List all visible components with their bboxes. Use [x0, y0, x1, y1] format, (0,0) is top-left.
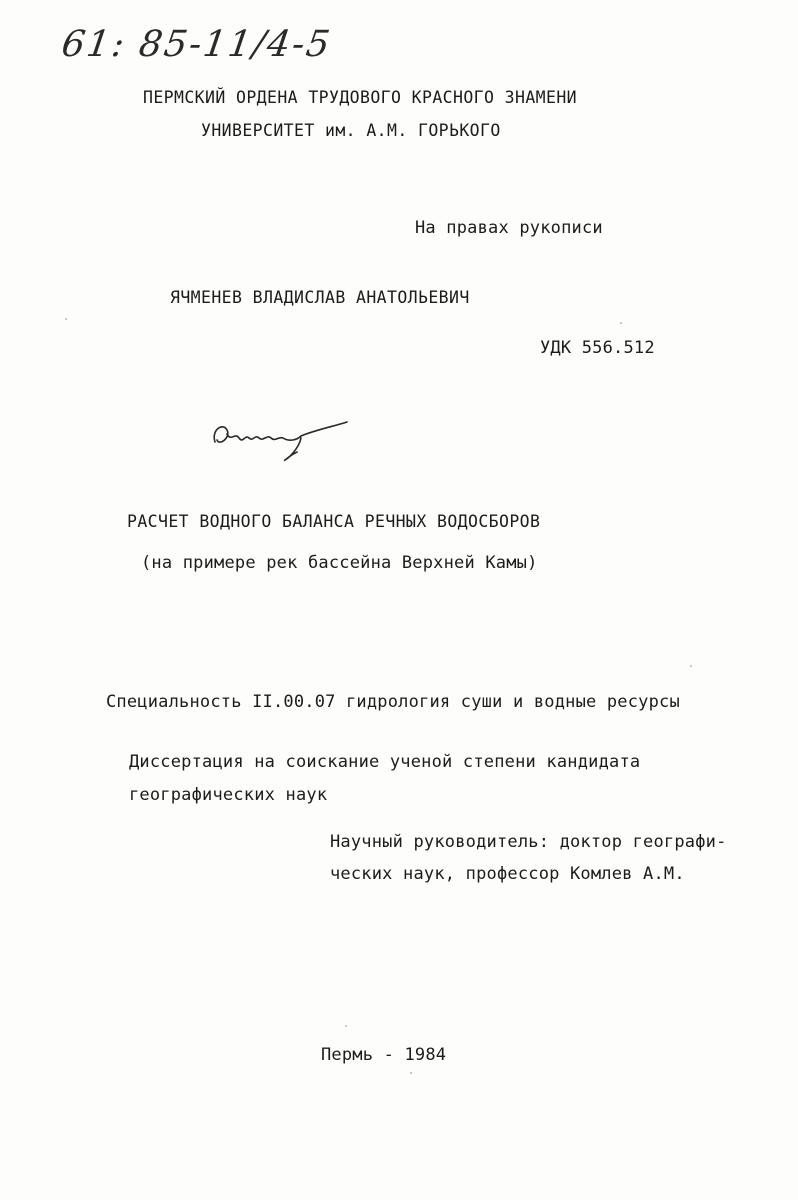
supervisor-line-2: ческих наук, профессор Комлев А.М.: [330, 864, 685, 884]
paper-speck: [65, 318, 67, 320]
supervisor-line-1: Научный руководитель: доктор географи-: [330, 832, 727, 852]
author-name: ЯЧМЕНЕВ ВЛАДИСЛАВ АНАТОЛЬЕВИЧ: [170, 288, 470, 307]
dissertation-line-2: географических наук: [129, 785, 328, 805]
title-subtitle: (на примере рек бассейна Верхней Камы): [141, 553, 538, 573]
paper-speck: [620, 322, 622, 324]
dissertation-line-1: Диссертация на соискание ученой степени кандидата: [129, 752, 641, 772]
institution-line-2: УНИВЕРСИТЕТ им. А.М. ГОРЬКОГО: [201, 121, 501, 140]
specialty: Специальность II.00.07 гидрология суши и водные ресурсы: [106, 692, 680, 712]
paper-speck: [690, 665, 692, 667]
paper-speck: [410, 1072, 412, 1074]
author-signature: [205, 412, 355, 467]
udc-code: УДК 556.512: [540, 338, 655, 358]
institution-line-1: ПЕРМСКИЙ ОРДЕНА ТРУДОВОГО КРАСНОГО ЗНАМЕНИ: [143, 88, 578, 107]
archive-number: 61: 85-11/4-5: [59, 24, 335, 65]
place-and-year: Пермь - 1984: [321, 1045, 447, 1065]
rights-note: На правах рукописи: [415, 218, 603, 238]
paper-speck: [345, 1025, 347, 1027]
title-main: РАСЧЕТ ВОДНОГО БАЛАНСА РЕЧНЫХ ВОДОСБОРОВ: [127, 512, 541, 531]
